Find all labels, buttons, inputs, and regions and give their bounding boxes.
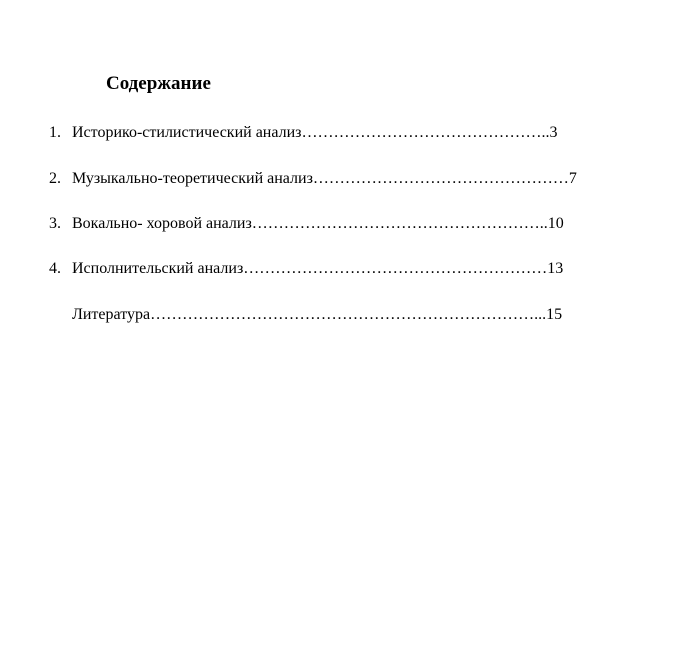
toc-title: Содержание bbox=[106, 73, 211, 94]
toc-entry-text: Историко-стилистический анализ………………………………………..3 bbox=[72, 124, 558, 141]
toc-entry-number: 2. bbox=[49, 170, 61, 187]
toc-entry-number: 4. bbox=[49, 260, 61, 277]
toc-entry-text: Музыкально-теоретический анализ…………………………………………7 bbox=[72, 170, 577, 187]
toc-entry-number: 1. bbox=[49, 124, 61, 141]
toc-entry-text: Вокально- хоровой анализ………………………………………………..10 bbox=[72, 215, 564, 232]
toc-entry-text: Литература………………………………………………………………...15 bbox=[72, 306, 563, 323]
toc-entry-text: Исполнительский анализ…………………………………………………13 bbox=[72, 260, 564, 277]
toc-entry-number: 3. bbox=[49, 215, 61, 232]
